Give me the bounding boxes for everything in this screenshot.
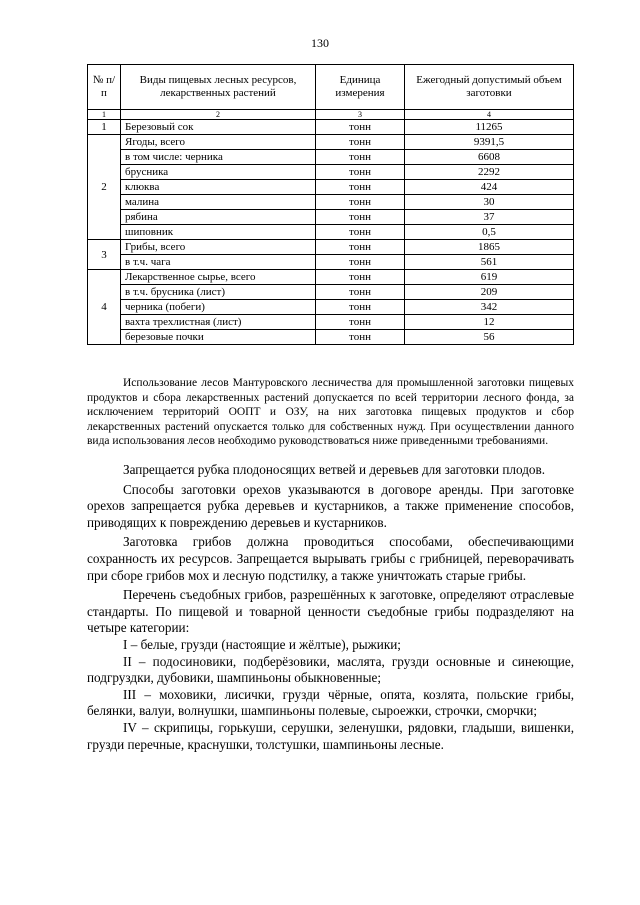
volume-cell: 209 xyxy=(405,285,574,300)
table-row xyxy=(88,165,574,180)
main-text xyxy=(87,462,574,753)
mushroom-category-2: II – подосиновики, подберёзовики, маслята, грузди основные и синеющие, подгруздки, дубовики, шампиньоны обыкновенные; xyxy=(87,653,574,686)
resource-name: клюква xyxy=(121,180,316,195)
unit-cell: тонн xyxy=(316,315,405,330)
unit-cell: тонн xyxy=(316,270,405,285)
unit-cell: тонн xyxy=(316,255,405,270)
resource-name: вахта трехлистная (лист) xyxy=(121,315,316,330)
resource-name: рябина xyxy=(121,210,316,225)
unit-cell: тонн xyxy=(316,210,405,225)
row-number: 2 xyxy=(88,135,121,240)
unit-cell: тонн xyxy=(316,120,405,135)
table-body xyxy=(88,120,574,345)
table-row xyxy=(88,255,574,270)
unit-cell: тонн xyxy=(316,150,405,165)
page-number: 130 xyxy=(311,36,329,50)
volume-cell: 56 xyxy=(405,330,574,345)
text-paragraph: Заготовка грибов должна проводиться способами, обеспечивающими сохранность их ресурсов. Запрещается вырывать грибы с грибницей, переворачивать при сборе грибов мох и лесную подстилку, а также уничтожать старые грибы. xyxy=(87,534,574,583)
volume-cell: 0,5 xyxy=(405,225,574,240)
resource-name: Грибы, всего xyxy=(121,240,316,255)
column-index: 4 xyxy=(405,110,574,120)
unit-cell: тонн xyxy=(316,225,405,240)
volume-cell: 12 xyxy=(405,315,574,330)
header-unit: Единица измерения xyxy=(316,65,405,110)
volume-cell: 6608 xyxy=(405,150,574,165)
table-row xyxy=(88,285,574,300)
volume-cell: 619 xyxy=(405,270,574,285)
table-row xyxy=(88,315,574,330)
unit-cell: тонн xyxy=(316,240,405,255)
usage-note-paragraph: Использование лесов Мантуровского лесничества для промышленной заготовки пищевых продуктов и сбора лекарственных растений допускается по всей территории лесного фонда, за исключением территорий ООПТ и ОЗУ, на них заготовка пищевых продуктов и сбор лекарственных растений опускается только для собственных нужд. При осуществлении данного вида использования лесов необходимо руководствоваться ниже приведенными требованиями. xyxy=(87,377,574,447)
header-number: № п/п xyxy=(88,65,121,110)
mushroom-category-1: I – белые, грузди (настоящие и жёлтые), рыжики; xyxy=(123,636,401,652)
column-index: 1 xyxy=(88,110,121,120)
volume-cell: 2292 xyxy=(405,165,574,180)
harvest-volume-table xyxy=(87,64,574,345)
table-row xyxy=(88,225,574,240)
resource-name: Ягоды, всего xyxy=(121,135,316,150)
volume-cell: 37 xyxy=(405,210,574,225)
table-row xyxy=(88,300,574,315)
table-row xyxy=(88,180,574,195)
text-paragraph: Способы заготовки орехов указываются в договоре аренды. При заготовке орехов запрещается рубка деревьев и кустарников, а также применение способов, приводящих к повреждению деревьев и кустарников. xyxy=(87,481,574,530)
table-row xyxy=(88,135,574,150)
table-row xyxy=(88,270,574,285)
resource-name: малина xyxy=(121,195,316,210)
unit-cell: тонн xyxy=(316,300,405,315)
volume-cell: 342 xyxy=(405,300,574,315)
resource-name: шиповник xyxy=(121,225,316,240)
resource-name: в том числе: черника xyxy=(121,150,316,165)
table-column-index-row xyxy=(88,110,574,120)
volume-cell: 30 xyxy=(405,195,574,210)
table-row xyxy=(88,210,574,225)
resource-name: в т.ч. брусника (лист) xyxy=(121,285,316,300)
table-row xyxy=(88,195,574,210)
resource-name: Лекарственное сырье, всего xyxy=(121,270,316,285)
column-index: 3 xyxy=(316,110,405,120)
text-paragraph: Запрещается рубка плодоносящих ветвей и деревьев для заготовки плодов. xyxy=(123,462,546,477)
resource-name: брусника xyxy=(121,165,316,180)
header-annual-volume: Ежегодный допустимый объем заготовки xyxy=(405,65,574,110)
volume-cell: 11265 xyxy=(405,120,574,135)
row-number: 3 xyxy=(88,240,121,270)
row-number: 1 xyxy=(88,120,121,135)
row-number: 4 xyxy=(88,270,121,345)
unit-cell: тонн xyxy=(316,285,405,300)
header-resource-type: Виды пищевых лесных ресурсов, лекарственных растений xyxy=(121,65,316,110)
volume-cell: 424 xyxy=(405,180,574,195)
volume-cell: 561 xyxy=(405,255,574,270)
unit-cell: тонн xyxy=(316,195,405,210)
table-row xyxy=(88,120,574,135)
unit-cell: тонн xyxy=(316,180,405,195)
table-row xyxy=(88,240,574,255)
unit-cell: тонн xyxy=(316,330,405,345)
unit-cell: тонн xyxy=(316,165,405,180)
resource-name: в т.ч. чага xyxy=(121,255,316,270)
resource-name: черника (побеги) xyxy=(121,300,316,315)
resource-name: березовые почки xyxy=(121,330,316,345)
resource-name: Березовый сок xyxy=(121,120,316,135)
text-paragraph: Перечень съедобных грибов, разрешённых к заготовке, определяют отраслевые стандарты. По пищевой и товарной ценности съедобные грибы подразделяют на четыре категории: xyxy=(87,587,574,636)
mushroom-category-4: IV – скрипицы, горькуши, серушки, зеленушки, рядовки, гладыши, вишенки, грузди перечные, краснушки, толстушки, шампиньоны лесные. xyxy=(87,719,574,752)
table-row xyxy=(88,330,574,345)
table-header-row xyxy=(88,65,574,110)
table-row xyxy=(88,150,574,165)
mushroom-category-3: III – моховики, лисички, грузди чёрные, опята, козлята, польские грибы, белянки, валуи, волнушки, шампиньоны полевые, сыроежки, строчки, сморчки; xyxy=(87,686,574,719)
volume-cell: 1865 xyxy=(405,240,574,255)
unit-cell: тонн xyxy=(316,135,405,150)
volume-cell: 9391,5 xyxy=(405,135,574,150)
column-index: 2 xyxy=(121,110,316,120)
